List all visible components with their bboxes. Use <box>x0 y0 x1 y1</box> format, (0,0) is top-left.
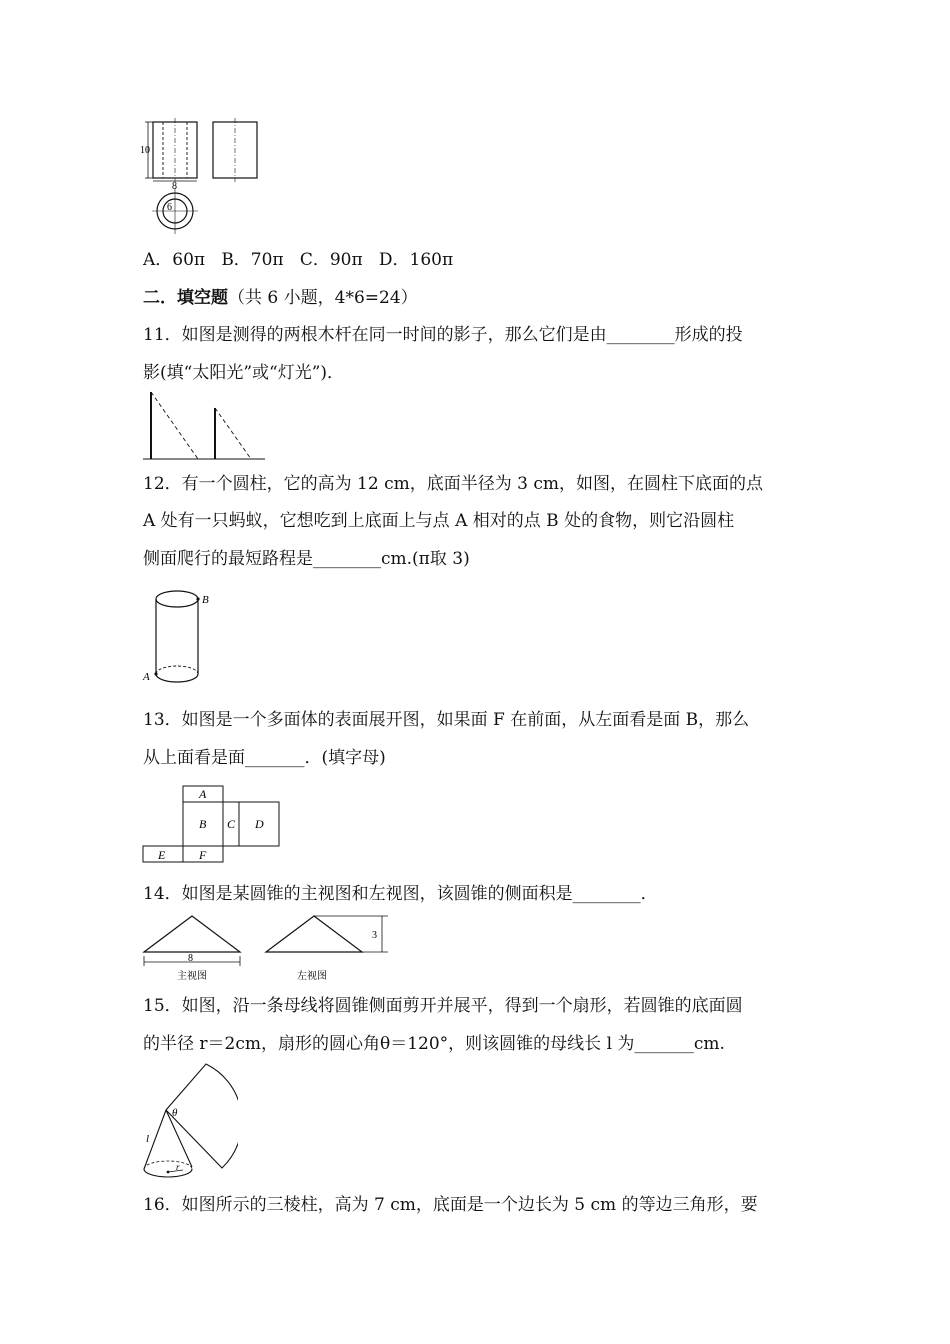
option-b: B．70π <box>221 250 284 270</box>
q14-cone-views-figure <box>140 912 395 982</box>
q14-line1: 14．如图是某圆锥的主视图和左视图，该圆锥的侧面积是________． <box>143 884 658 904</box>
option-c: C．90π <box>299 250 363 270</box>
face-d-label: D <box>255 817 264 831</box>
q12-line3: 侧面爬行的最短路程是________cm.(π取 3) <box>143 549 470 569</box>
dim-base-label: 8 <box>188 953 193 964</box>
left-view-caption: 左视图 <box>297 971 327 982</box>
q11-line1: 11．如图是测得的两根木杆在同一时间的影子，那么它们是由________形成的投 <box>143 325 743 345</box>
q13-net-figure <box>142 784 282 864</box>
section-heading <box>143 286 418 310</box>
face-e-label: E <box>158 848 166 862</box>
dim-height-label: 10 <box>140 145 150 156</box>
point-a-label: A <box>143 671 150 683</box>
q10-three-view-figure <box>135 110 265 235</box>
point-b-label: B <box>202 594 209 606</box>
dim-width-label: 8 <box>172 181 177 192</box>
section-title: 二．填空题 <box>143 288 228 308</box>
dim-inner-label: 6 <box>167 202 172 213</box>
face-b-label: B <box>199 817 207 831</box>
face-c-label: C <box>227 817 236 831</box>
q13-line1: 13．如图是一个多面体的表面展开图，如果面 F 在前面，从左面看是面 B，那么 <box>143 710 750 730</box>
q12-line1: 12．有一个圆柱，它的高为 12 cm，底面半径为 3 cm，如图，在圆柱下底面的点 <box>143 474 763 494</box>
option-d: D．160π <box>378 250 454 270</box>
q10-options <box>143 248 453 272</box>
q13-line2: 从上面看是面_______．(填字母) <box>143 748 386 768</box>
face-f-label: F <box>199 848 207 862</box>
q16-line1: 16．如图所示的三棱柱，高为 7 cm，底面是一个边长为 5 cm 的等边三角形，要 <box>143 1195 758 1215</box>
face-a-label: A <box>199 787 207 801</box>
q11-line2: 影(填“太阳光”或“灯光”)． <box>143 363 345 383</box>
front-view-caption: 主视图 <box>177 971 207 982</box>
q12-line2: A 处有一只蚂蚁，它想吃到上底面上与点 A 相对的点 B 处的食物，则它沿圆柱 <box>143 511 735 531</box>
q15-line2: 的半径 r＝2cm，扇形的圆心角θ＝120°，则该圆锥的母线长 l 为_______cm. <box>143 1034 725 1054</box>
slant-l-label: l <box>146 1133 150 1145</box>
dim-height-label: 3 <box>372 930 377 941</box>
q15-line1: 15．如图，沿一条母线将圆锥侧面剪开并展平，得到一个扇形，若圆锥的底面圆 <box>143 996 743 1016</box>
radius-r-label: r <box>176 1162 180 1172</box>
section-info: （共 6 小题，4*6=24） <box>228 288 418 308</box>
theta-label: θ <box>172 1107 178 1119</box>
q15-cone-sector-figure <box>138 1062 238 1187</box>
q11-shadow-figure <box>143 388 268 463</box>
option-a: A．60π <box>143 250 206 270</box>
q12-cylinder-figure <box>140 586 225 691</box>
